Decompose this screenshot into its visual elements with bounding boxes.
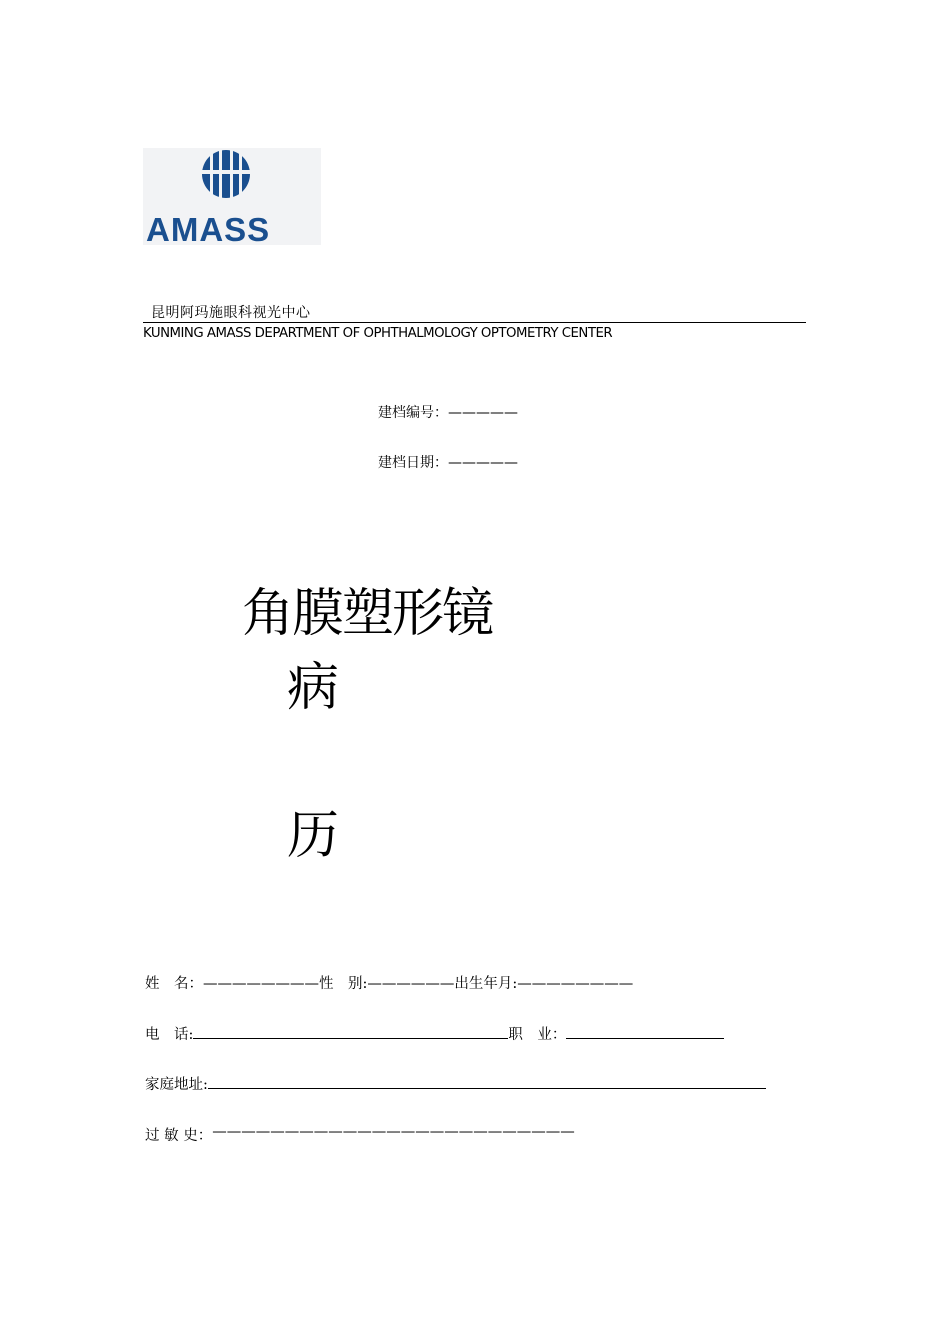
birth-date-field[interactable]: ————————: [517, 976, 634, 992]
address-field[interactable]: [208, 1076, 766, 1089]
record-date-label: 建档日期：: [378, 455, 448, 471]
patient-info-row: [145, 972, 633, 993]
center-name-english: KUNMING AMASS DEPARTMENT OF OPHTHALMOLOGY OPTOMETRY CENTER: [143, 326, 613, 341]
record-date-field[interactable]: —————: [448, 455, 518, 471]
record-date-line: [378, 452, 518, 472]
address-label: 家庭地址:: [145, 1077, 208, 1093]
gender-field[interactable]: ——————: [367, 976, 455, 992]
allergy-field[interactable]: —————————————————————————: [212, 1124, 575, 1140]
address-row: [145, 1073, 766, 1094]
document-title-line-1: 角膜塑形镜: [242, 584, 493, 644]
allergy-row: [145, 1124, 764, 1145]
record-number-line: [378, 402, 518, 422]
document-title-line-2: 病: [287, 658, 340, 718]
allergy-label: 过 敏 史：: [145, 1128, 213, 1144]
amass-logo: [143, 148, 321, 245]
document-title-line-3: 历: [287, 806, 340, 866]
birth-date-label: 出生年月:: [454, 976, 518, 992]
occupation-field[interactable]: [566, 1026, 724, 1039]
header-divider: [143, 322, 806, 323]
phone-label: 电 话:: [145, 1027, 194, 1043]
occupation-label: 职 业：: [508, 1027, 567, 1043]
record-number-label: 建档编号：: [378, 405, 448, 421]
svg-text:AMASS: AMASS: [146, 211, 271, 245]
record-number-field[interactable]: —————: [448, 405, 518, 421]
name-field[interactable]: ————————: [203, 976, 319, 992]
name-label: 姓 名：: [145, 976, 203, 992]
contact-row: [145, 1023, 724, 1044]
gender-label: 性 别:: [319, 976, 368, 992]
center-name-chinese: 昆明阿玛施眼科视光中心: [151, 305, 311, 321]
phone-field[interactable]: [193, 1026, 508, 1039]
